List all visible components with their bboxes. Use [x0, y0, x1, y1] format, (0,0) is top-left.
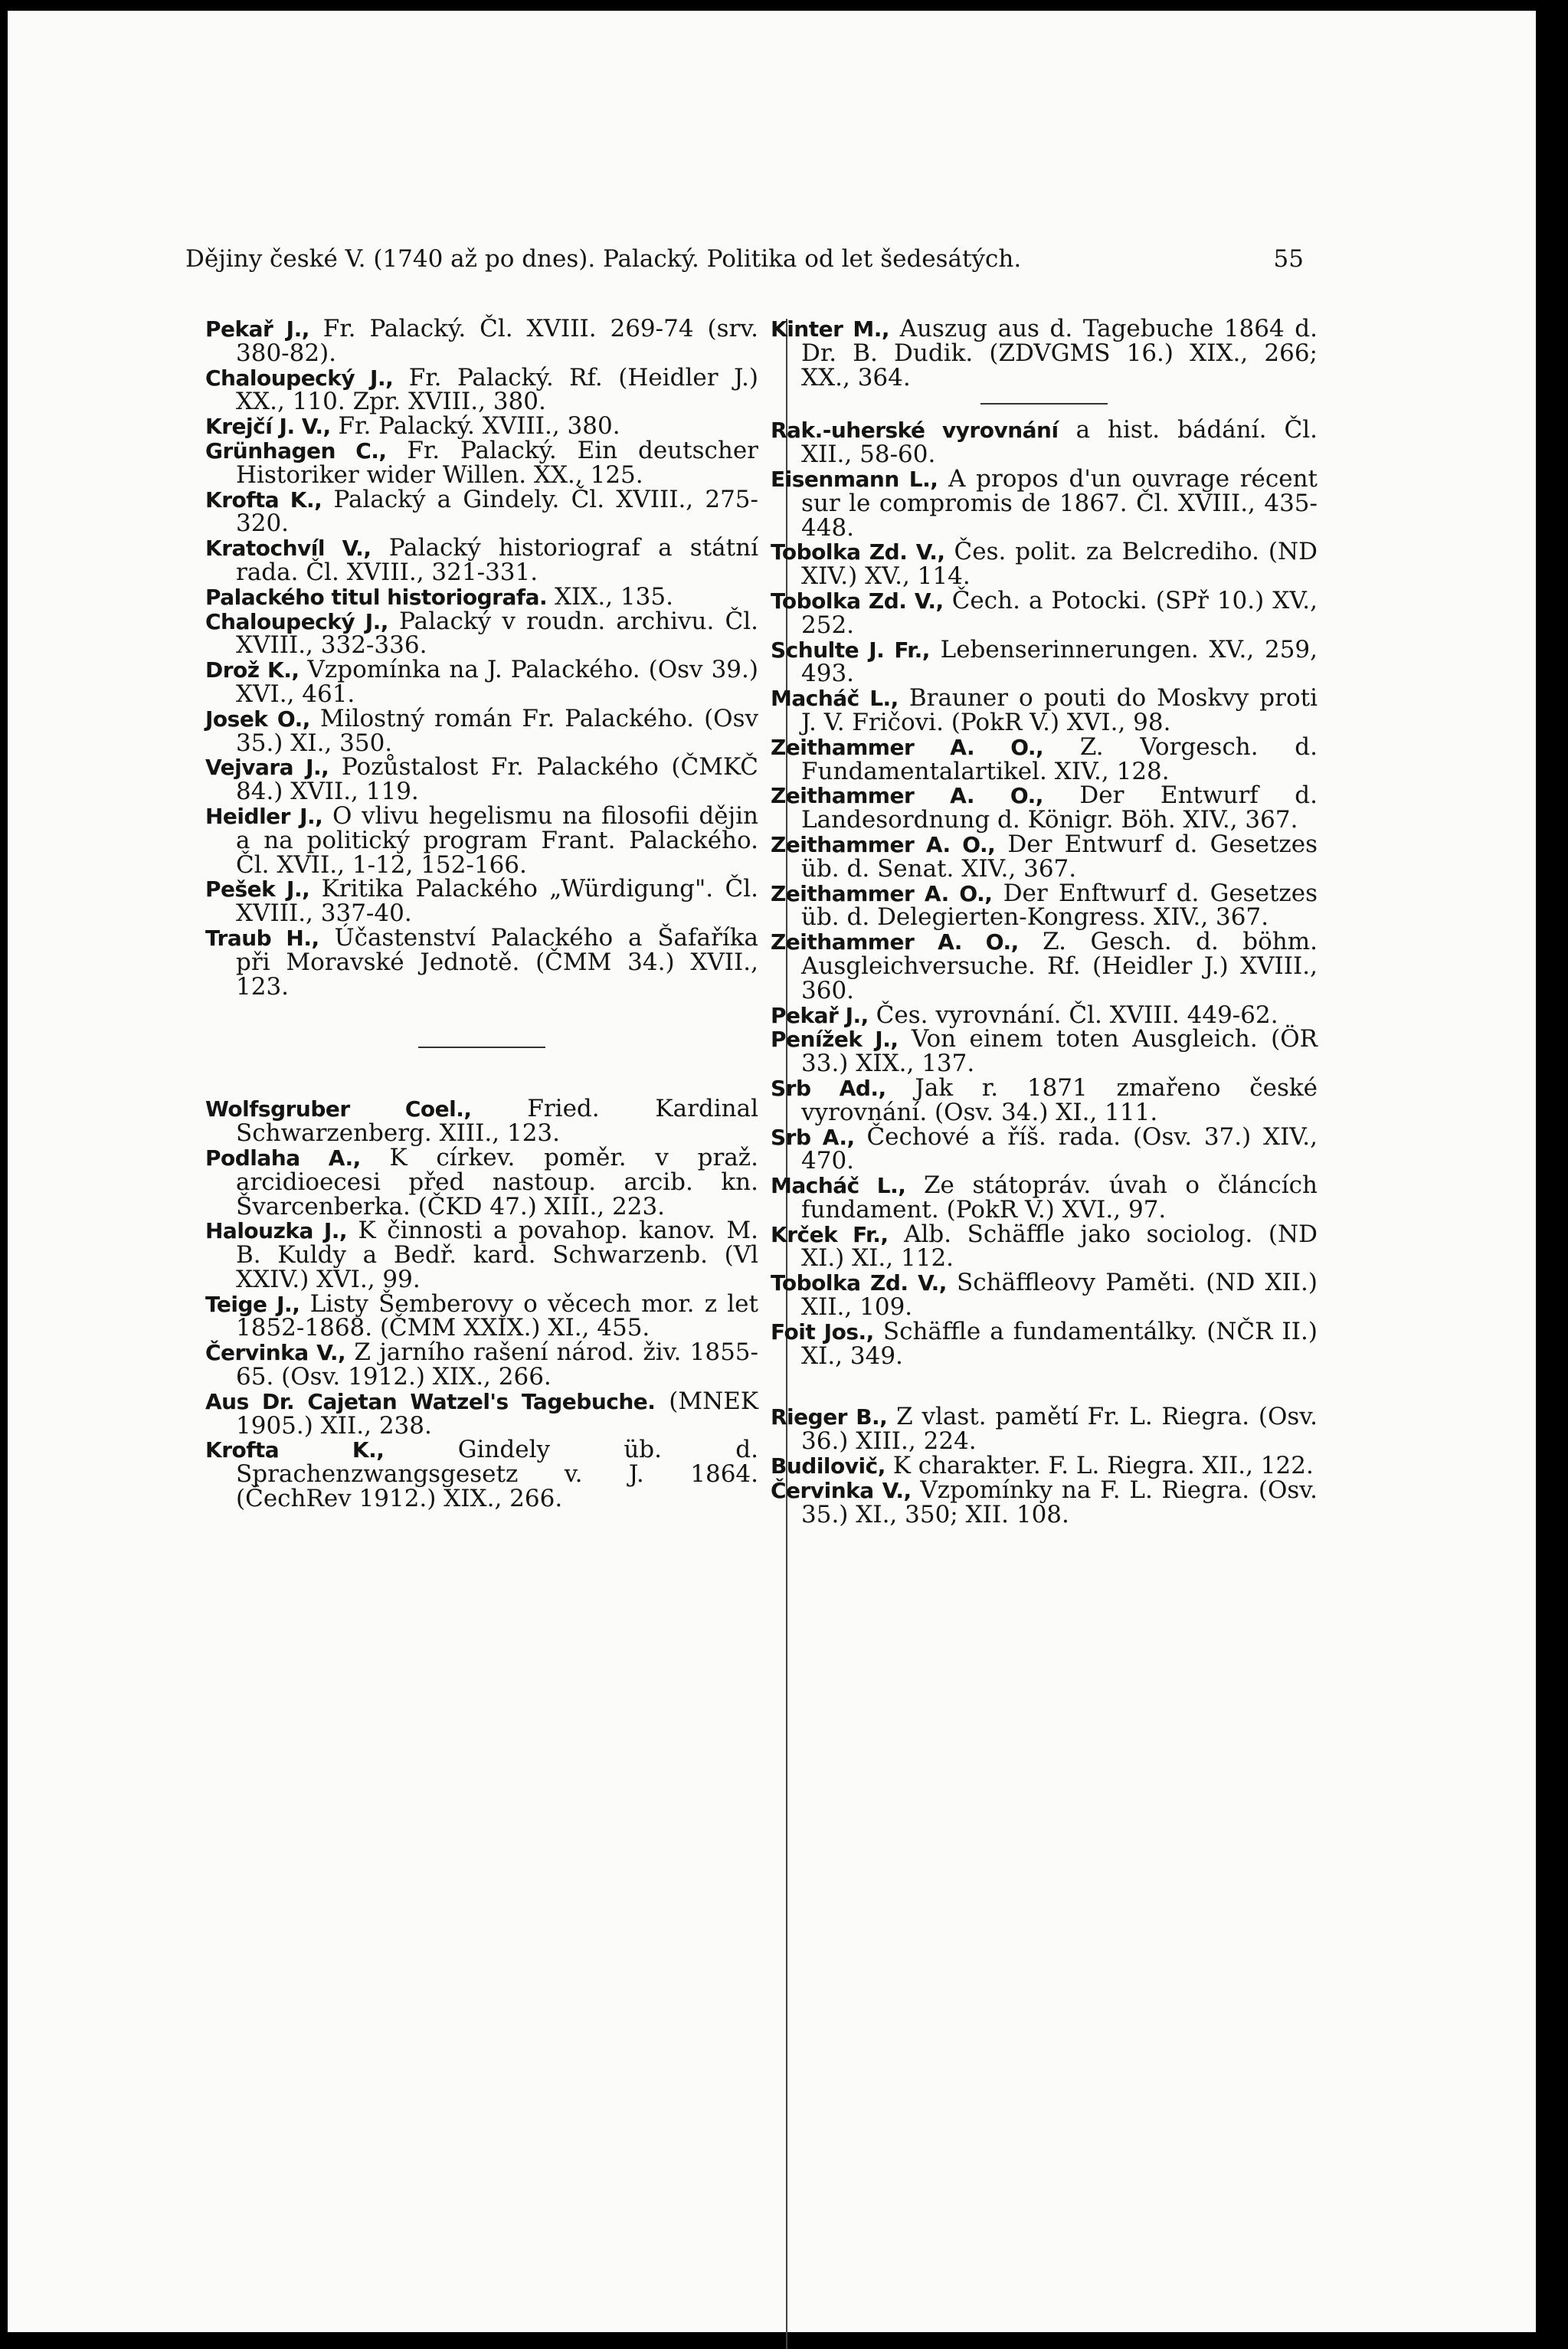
entry-author: Chaloupecký J.,: [205, 608, 388, 634]
entries-tagebuch: [771, 317, 1318, 390]
bibliography-entry: [205, 658, 758, 707]
entry-author: Krejčí J. V.,: [205, 414, 331, 440]
entry-author: Vejvara J.,: [205, 755, 329, 781]
entry-author: Krofta K.,: [205, 1437, 385, 1463]
entry-author: Srb Ad.,: [771, 1075, 886, 1101]
bibliography-entry: [771, 732, 1318, 785]
bibliography-entry: [205, 1387, 758, 1440]
entry-author: Pekař J.,: [205, 316, 309, 342]
running-header: [185, 245, 1304, 273]
bibliography-entry: [205, 582, 758, 611]
entry-author: Aus Dr. Cajetan Watzel's Tagebuche.: [205, 1388, 656, 1414]
bibliography-entry: [771, 464, 1318, 542]
entry-citation: Milostný román Fr. Palackého. (Osv 35.) XI., 350.: [236, 704, 759, 757]
section-gap: [771, 1368, 1318, 1405]
entry-citation: Schäffleovy Paměti. (ND XII.) XII., 109.: [801, 1269, 1318, 1322]
section-separator: [418, 1047, 545, 1048]
entries-rieger: [771, 1405, 1318, 1527]
header-title: Dějiny české V. (1740 až po dnes). Palacký. Politika od let šedesátých.: [185, 245, 1022, 273]
bibliography-entry: [205, 1097, 758, 1146]
entry-author: Srb A.,: [771, 1124, 855, 1150]
entries-schwarzenberg: [205, 1097, 758, 1512]
entry-author: Drož K.,: [205, 657, 300, 683]
bibliography-entry: [205, 436, 758, 489]
entry-citation: Fr. Palacký. XVIII., 380.: [330, 412, 620, 441]
entry-citation: Listy Šemberovy o věcech mor. z let 1852-1868. (ČMM XXIX.) XI., 455.: [236, 1289, 758, 1342]
book-page: [8, 11, 1536, 2332]
entry-author: Krofta K.,: [205, 487, 322, 513]
entry-citation: Brauner o pouti do Moskvy proti J. V. Fričovi. (PokR V.) XVI., 98.: [801, 684, 1318, 736]
entry-citation: Alb. Schäffle jako sociolog. (ND XI.) XI., 112.: [801, 1220, 1318, 1273]
bibliography-entry: [205, 1338, 759, 1391]
entry-author: Macháč L.,: [771, 1173, 906, 1199]
entry-author: Zeithammer A. O.,: [771, 880, 993, 906]
entry-author: Pešek J.,: [205, 876, 310, 903]
bibliography-entry: [771, 586, 1318, 639]
entry-citation: XIX., 135.: [547, 582, 673, 611]
entry-citation: K církev. poměr. v praž. arcidioecesi před nastoup. arcib. kn. Švarcenberka. (ČKD 47.) XIII., 223.: [236, 1143, 758, 1220]
bibliography-entry: [771, 1476, 1318, 1528]
entry-citation: Der Entwurf d. Landesordnung d. Königr. Böh. XIV., 367.: [801, 781, 1318, 834]
entry-citation: Z. Gesch. d. böhm. Ausgleichversuche. Rf. (Heidler J.) XVIII., 360.: [801, 928, 1318, 1004]
bibliography-entry: [205, 414, 758, 439]
section-separator: [980, 403, 1108, 405]
entry-citation: (MNEK 1905.) XII., 238.: [236, 1387, 758, 1440]
entry-author: Tobolka Zd. V.,: [771, 1270, 947, 1296]
entry-author: Zeithammer A. O.,: [771, 734, 1044, 760]
bibliography-entry: [205, 704, 759, 757]
entry-author: Wolfsgruber Coel.,: [205, 1096, 472, 1122]
bibliography-entry: [771, 1454, 1318, 1479]
entry-author: Zeithammer A. O.,: [771, 929, 1019, 955]
bibliography-entry: [771, 830, 1318, 883]
entry-author: Eisenmann L.,: [771, 466, 938, 492]
right-column: [771, 317, 1318, 1527]
bibliography-entry: [771, 1027, 1318, 1076]
bibliography-entry: [205, 923, 758, 1001]
bibliography-entry: [205, 1219, 758, 1292]
entry-author: Červinka V.,: [205, 1340, 346, 1366]
entry-author: Kratochvíl V.,: [205, 536, 372, 562]
entry-citation: Von einem toten Ausgleich. (ÖR 33.) XIX., 137.: [801, 1025, 1318, 1078]
bibliography-entry: [771, 1001, 1318, 1029]
entry-author: Heidler J.,: [205, 803, 323, 829]
entry-citation: Kritika Palackého „Würdigung". Čl. XVIII., 337-40.: [236, 875, 758, 928]
bibliography-entry: [205, 1143, 758, 1220]
bibliography-entry: [771, 1317, 1318, 1370]
entry-author: Tobolka Zd. V.,: [771, 588, 944, 614]
entry-author: Podlaha A.,: [205, 1145, 361, 1171]
bibliography-entry: [771, 879, 1318, 932]
entry-author: Zeithammer A. O.,: [771, 783, 1043, 809]
entry-author: Chaloupecký J.,: [205, 365, 394, 391]
bibliography-entry: [771, 1220, 1318, 1273]
entry-citation: Vzpomínka na J. Palackého. (Osv 39.) XVI., 461.: [236, 656, 758, 708]
bibliography-entry: [771, 418, 1318, 467]
entry-citation: O vlivu hegelismu na filosofii dějin a na politický program Frant. Palackého. Čl. XVII., 1-12, 152-166.: [236, 801, 758, 879]
entry-citation: Z jarního rašení národ. živ. 1855-65. (Osv. 1912.) XIX., 266.: [236, 1338, 759, 1391]
entry-citation: Lebenserinnerungen. XV., 259, 493.: [801, 635, 1318, 688]
entry-author: Rak.-uherské vyrovnání: [771, 418, 1059, 444]
entry-citation: Z. Vorgesch. d. Fundamentalartikel. XIV., 128.: [801, 732, 1318, 785]
entry-citation: a hist. bádání. Čl. XII., 58-60.: [801, 416, 1318, 469]
entry-citation: Ze státopráv. úvah o článcích fundament. (PokR V.) XVI., 97.: [801, 1171, 1318, 1224]
entry-author: Macháč L.,: [771, 686, 899, 712]
entry-author: Foit Jos.,: [771, 1319, 874, 1345]
entry-author: Rieger B.,: [771, 1404, 888, 1430]
bibliography-entry: [771, 1271, 1318, 1320]
bibliography-entry: [205, 755, 758, 804]
bibliography-entry: [771, 1073, 1318, 1126]
entry-citation: Palacký v roudn. archivu. Čl. XVIII., 332-336.: [236, 607, 758, 660]
entry-citation: Schäffle a fundamentálky. (NČR II.) XI., 349.: [801, 1317, 1318, 1370]
entries-palacky: [205, 317, 758, 999]
entry-citation: Fr. Palacký. Ein deutscher Historiker wider Willen. XX., 125.: [236, 436, 758, 489]
entry-citation: Čech. a Potocki. (SPř 10.) XV., 252.: [801, 586, 1318, 639]
entry-author: Červinka V.,: [771, 1477, 912, 1503]
entry-citation: Der Entwurf d. Gesetzes üb. d. Senat. XIV., 367.: [801, 830, 1318, 883]
entry-citation: Účastenství Palackého a Šafaříka při Moravské Jednotě. (ČMM 34.) XVII., 123.: [236, 923, 758, 1001]
entry-citation: Vzpomínky na F. L. Riegra. (Osv. 35.) XI., 350; XII. 108.: [801, 1476, 1318, 1528]
entry-citation: Čes. vyrovnání. Čl. XVIII. 449-62.: [868, 1001, 1278, 1029]
entry-citation: Pozůstalost Fr. Palackého (ČMKČ 84.) XVII., 119.: [236, 753, 758, 806]
entry-author: Krček Fr.,: [771, 1221, 889, 1247]
entry-author: Budilovič,: [771, 1453, 885, 1479]
bibliography-entry: [771, 1122, 1318, 1175]
bibliography-entry: [771, 540, 1318, 589]
entry-author: Zeithammer A. O.,: [771, 831, 996, 857]
entry-citation: Der Enftwurf d. Gesetzes üb. d. Delegierten-Kongress. XIV., 367.: [801, 879, 1318, 932]
entry-author: Pekař J.,: [771, 1002, 869, 1028]
bibliography-entry: [205, 1289, 758, 1342]
entry-author: Palackého titul historiografa.: [205, 584, 548, 610]
entry-citation: Palacký historiograf a státní rada. Čl. XVIII., 321-331.: [236, 534, 758, 586]
bibliography-entry: [771, 930, 1318, 1003]
bibliography-entry: [205, 317, 758, 366]
entry-author: Penížek J.,: [771, 1027, 899, 1053]
entry-citation: Fried. Kardinal Schwarzenberg. XIII., 123.: [236, 1095, 759, 1148]
entry-citation: Palacký a Gindely. Čl. XVIII., 275-320.: [236, 485, 758, 538]
entry-author: Tobolka Zd. V.,: [771, 539, 945, 565]
bibliography-entry: [771, 781, 1318, 834]
entry-author: Halouzka J.,: [205, 1218, 348, 1244]
bibliography-entry: [205, 485, 758, 538]
entry-citation: Fr. Palacký. Čl. XVIII. 269-74 (srv. 380-82).: [236, 315, 758, 367]
entry-citation: Gindely üb. d. Sprachenzwangsgesetz v. J. 1864. (ČechRev 1912.) XIX., 266.: [236, 1436, 759, 1513]
entry-author: Teige J.,: [205, 1291, 300, 1317]
bibliography-entry: [205, 877, 758, 926]
entry-author: Grünhagen C.,: [205, 437, 387, 464]
entry-author: Traub H.,: [205, 925, 319, 951]
bibliography-entry: [205, 363, 758, 416]
entry-citation: Čes. polit. za Belcrediho. (ND XIV.) XV., 114.: [801, 538, 1318, 591]
left-column: [205, 317, 758, 1512]
entry-author: Josek O.,: [205, 706, 310, 732]
bibliography-entry: [771, 635, 1318, 688]
bibliography-entry: [205, 536, 758, 585]
bibliography-entry: [771, 1405, 1318, 1454]
bibliography-entry: [771, 686, 1318, 735]
bibliography-entry: [771, 317, 1318, 390]
entry-citation: Auszug aus d. Tagebuche 1864 d. Dr. B. Dudik. (ZDVGMS 16.) XIX., 266; XX., 364.: [801, 315, 1318, 392]
entry-citation: Z vlast. pamětí Fr. L. Riegra. (Osv. 36.) XIII., 224.: [801, 1403, 1318, 1456]
entry-author: Schulte J. Fr.,: [771, 637, 930, 663]
bibliography-entry: [205, 607, 758, 660]
bibliography-entry: [205, 1438, 758, 1511]
entry-citation: A propos d'un ouvrage récent sur le compromis de 1867. Čl. XVIII., 435-448.: [801, 464, 1318, 542]
entries-vyrovnani: [771, 418, 1318, 1368]
entry-citation: Fr. Palacký. Rf. (Heidler J.) XX., 110. Zpr. XVIII., 380.: [236, 363, 758, 416]
entry-citation: Čechové a říš. rada. (Osv. 37.) XIV., 470.: [801, 1122, 1318, 1175]
entry-citation: K charakter. F. L. Riegra. XII., 122.: [885, 1452, 1314, 1480]
entry-citation: K činnosti a povahop. kanov. M. B. Kuldy a Bedř. kard. Schwarzenb. (Vl XXIV.) XVI., 99.: [236, 1217, 758, 1293]
bibliography-entry: [205, 801, 758, 879]
entry-citation: Jak r. 1871 zmařeno české vyrovnání. (Osv. 34.) XI., 111.: [801, 1073, 1318, 1126]
entry-author: Kinter M.,: [771, 316, 890, 342]
page-number: 55: [1273, 245, 1304, 273]
bibliography-entry: [771, 1171, 1318, 1224]
